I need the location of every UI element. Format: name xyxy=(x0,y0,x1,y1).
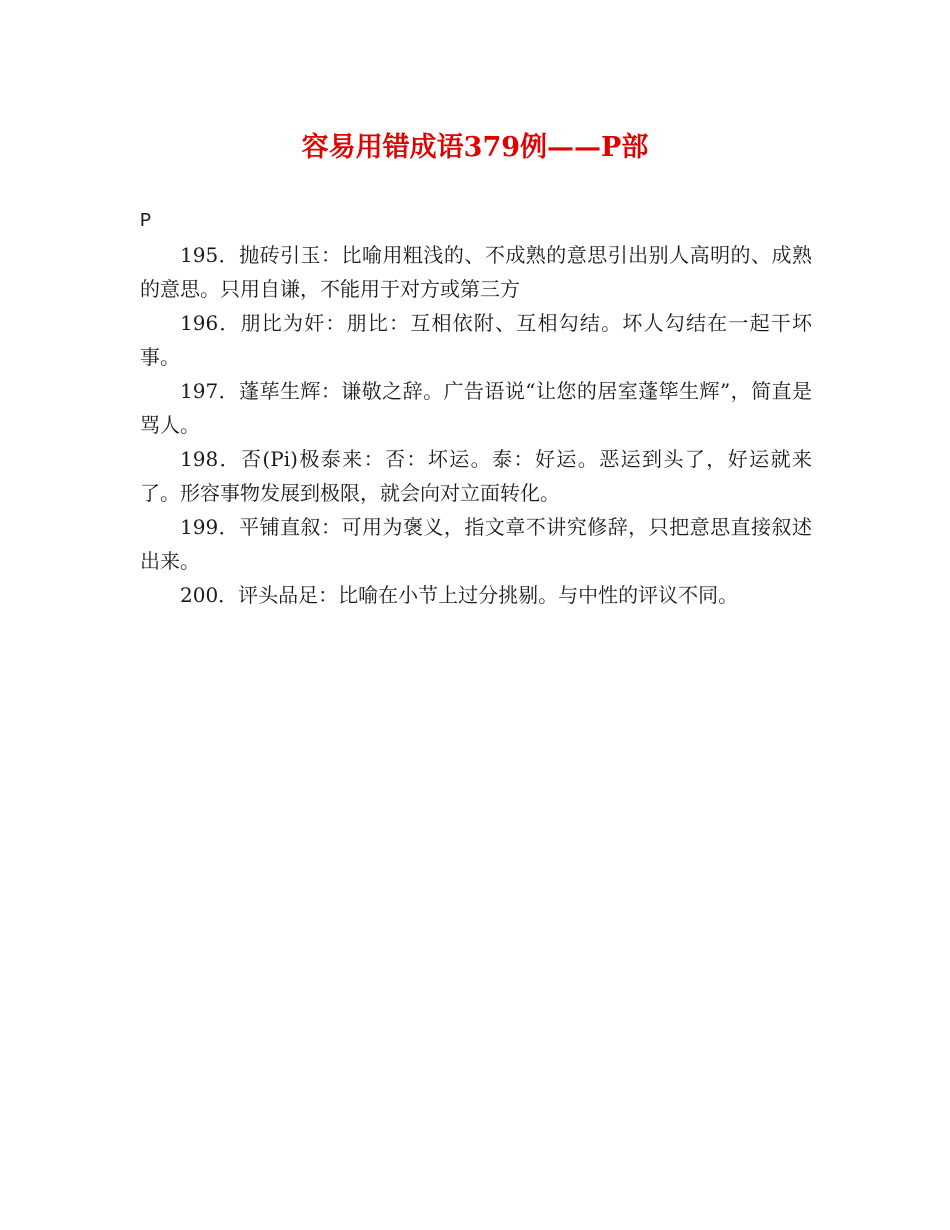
idiom-entry-195: 195．抛砖引玉：比喻用粗浅的、不成熟的意思引出别人高明的、成熟的意思。只用自谦，不能用于对方或第三方 xyxy=(140,243,812,301)
idiom-entry-199: 199．平铺直叙：可用为褒义，指文章不讲究修辞，只把意思直接叙述出来。 xyxy=(140,515,812,573)
section-letter: P xyxy=(140,210,152,232)
idiom-entry-198: 198．否(Pi)极泰来：否：坏运。泰：好运。恶运到头了，好运就来了。形容事物发展到极限，就会向对立面转化。 xyxy=(140,447,812,505)
idiom-entry-200: 200．评头品足：比喻在小节上过分挑剔。与中性的评议不同。 xyxy=(180,583,739,607)
document-body xyxy=(140,204,812,612)
document-title: 容易用错成语379例——P部 xyxy=(301,132,649,163)
idiom-entry-196: 196．朋比为奸：朋比：互相依附、互相勾结。坏人勾结在一起干坏事。 xyxy=(140,311,812,369)
idiom-entry-197: 197．蓬荜生辉：谦敬之辞。广告语说“让您的居室蓬筚生辉”，简直是骂人。 xyxy=(140,379,812,437)
